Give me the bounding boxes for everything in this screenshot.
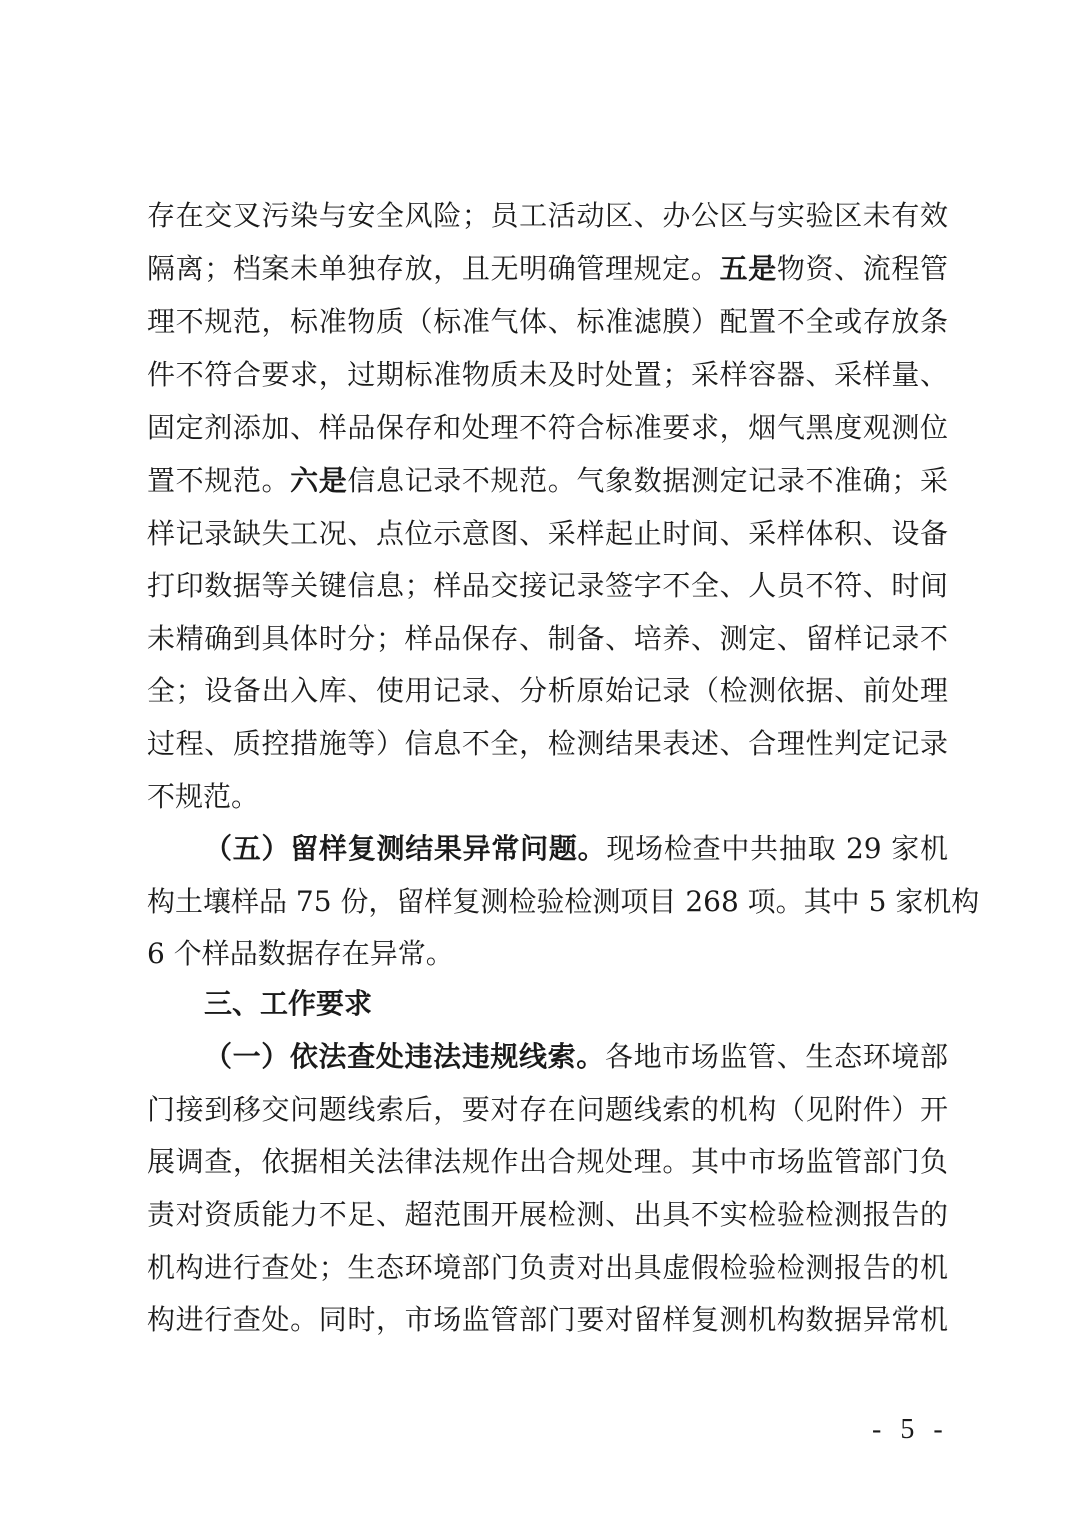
text-line (147, 189, 948, 242)
text-line (147, 770, 948, 823)
text-run: 样记录缺失工况、点位示意图、采样起止时间、采样体积、设备 (147, 517, 948, 550)
bold-text: 五是 (719, 252, 777, 285)
text-run: 固定剂添加、样品保存和处理不符合标准要求，烟气黑度观测位 (147, 411, 948, 444)
text-line (147, 717, 948, 770)
text-run: 过程、质控措施等）信息不全，检测结果表述、合理性判定记录 (147, 727, 948, 760)
text-line (147, 559, 948, 612)
text-run: 件不符合要求，过期标准物质未及时处置；采样容器、采样量、 (147, 358, 948, 391)
text-line (147, 875, 980, 928)
text-line (147, 242, 948, 295)
text-run: 构土壤样品 75 份，留样复测检验检测项目 268 项。其中 5 家机构 (147, 885, 980, 918)
text-line (147, 1188, 948, 1241)
text-line (147, 664, 948, 717)
text-line (147, 454, 948, 507)
text-line (147, 612, 948, 665)
text-line (147, 295, 948, 348)
text-line (147, 1135, 948, 1188)
text-line (204, 977, 948, 1030)
bold-text: 六是 (290, 464, 348, 497)
text-line (204, 1030, 948, 1083)
text-run: 6 个样品数据存在异常。 (147, 937, 454, 970)
text-line (147, 1241, 948, 1294)
text-run: 存在交叉污染与安全风险；员工活动区、办公区与实验区未有效 (147, 199, 948, 232)
text-run: 不规范。 (147, 780, 260, 813)
text-run: 责对资质能力不足、超范围开展检测、出具不实检验检测报告的 (147, 1198, 948, 1231)
text-line (147, 927, 948, 980)
bold-text: （五）留样复测结果异常问题。 (204, 832, 607, 865)
text-line (147, 1293, 948, 1346)
text-run: 各地市场监管、生态环境部 (604, 1040, 948, 1073)
text-run: 打印数据等关键信息；样品交接记录签字不全、人员不符、时间 (147, 569, 948, 602)
text-run: 展调查，依据相关法律法规作出合规处理。其中市场监管部门负 (147, 1145, 948, 1178)
bold-text: （一）依法查处违法违规线索。 (204, 1040, 605, 1073)
bold-text: 三、工作要求 (204, 987, 373, 1020)
text-run: 未精确到具体时分；样品保存、制备、培养、测定、留样记录不 (147, 622, 948, 655)
text-run: 机构进行查处；生态环境部门负责对出具虚假检验检测报告的机 (147, 1251, 948, 1284)
page-number: - 5 - (872, 1414, 949, 1445)
text-run: 理不规范，标准物质（标准气体、标准滤膜）配置不全或存放条 (147, 305, 948, 338)
text-line (147, 507, 948, 560)
text-run: 置不规范。 (147, 464, 291, 497)
text-run: 信息记录不规范。气象数据测定记录不准确；采 (347, 464, 948, 497)
text-run: 隔离；档案未单独存放，且无明确管理规定。 (147, 252, 720, 285)
text-run: 全；设备出入库、使用记录、分析原始记录（检测依据、前处理 (147, 674, 948, 707)
text-line (147, 401, 948, 454)
text-line (204, 822, 948, 875)
text-run: 门接到移交问题线索后，要对存在问题线索的机构（见附件）开 (147, 1093, 948, 1126)
text-line (147, 1083, 948, 1136)
text-run: 现场检查中共抽取 29 家机 (606, 832, 948, 865)
text-run: 构进行查处。同时，市场监管部门要对留样复测机构数据异常机 (147, 1303, 948, 1336)
text-run: 物资、流程管 (776, 252, 948, 285)
text-line (147, 348, 948, 401)
